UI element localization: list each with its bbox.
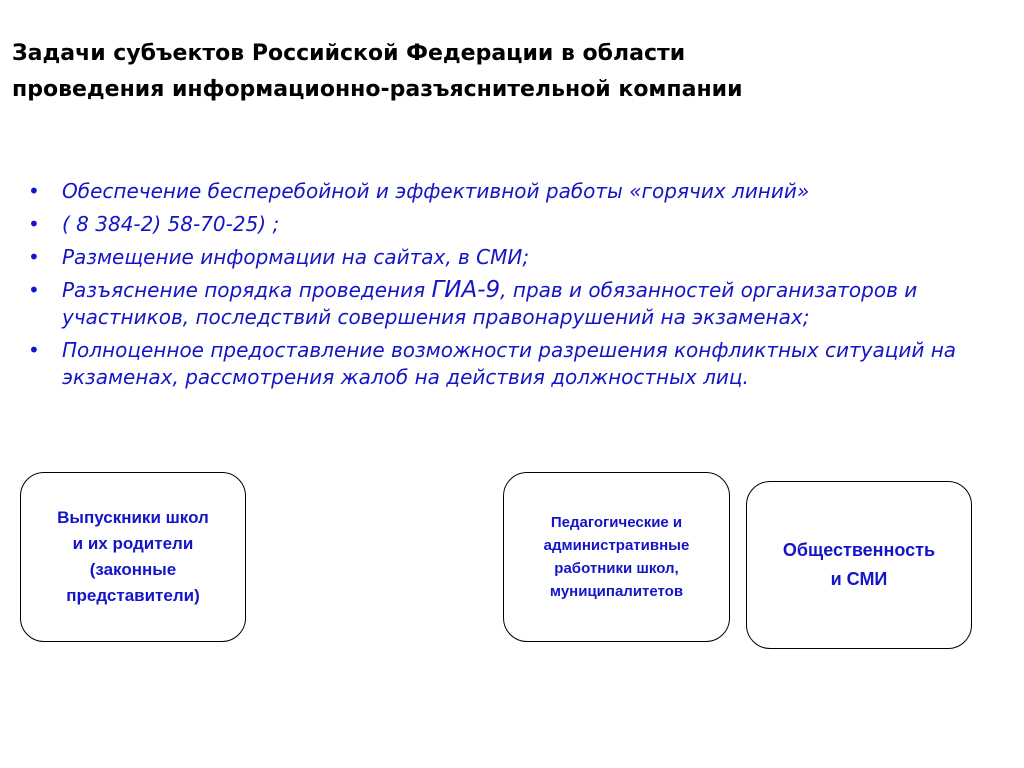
box-line: административные — [543, 537, 690, 554]
audience-box-graduates — [20, 472, 246, 642]
explanation-text-start: Разъяснение порядка проведения — [62, 278, 432, 302]
audience-box-public — [746, 481, 972, 649]
task-item-conflicts: • Полноценное предоставление возможности разрешения конфликтных ситуаций на экзаменах, рассмотрения жалоб на действия должностных лиц. — [26, 337, 1006, 391]
box-line: и их родители — [72, 534, 194, 553]
box-line: Общественность — [782, 540, 936, 560]
box-line: представители) — [66, 586, 200, 605]
box-line: работники школ, — [554, 560, 679, 577]
title-line-1: Задачи субъектов Российской Федерации в области — [12, 41, 686, 66]
gia-9-term: ГИА-9 — [431, 277, 501, 303]
task-list — [26, 178, 1006, 397]
box-line: (законные — [89, 560, 177, 579]
explanation-text-end: , прав и обязанностей организаторов и участников, последствий совершения правонарушений на экзаменах; — [62, 278, 918, 329]
box-line: Педагогические и — [550, 514, 683, 531]
task-item-publication: • Размещение информации на сайтах, в СМИ; — [26, 244, 1006, 271]
box-line: и СМИ — [830, 569, 888, 589]
task-item-phone: • ( 8 384-2) 58-70-25) ; — [26, 211, 1006, 238]
title-line-2: проведения информационно-разъяснительной компании — [12, 77, 743, 102]
task-item-hotlines: • Обеспечение бесперебойной и эффективной работы «горячих линий» — [26, 178, 1006, 205]
slide-title — [12, 36, 1002, 108]
audience-box-staff — [503, 472, 730, 642]
task-item-explanation — [26, 277, 1006, 331]
box-line: муниципалитетов — [549, 583, 684, 600]
box-line: Выпускники школ — [57, 508, 209, 527]
